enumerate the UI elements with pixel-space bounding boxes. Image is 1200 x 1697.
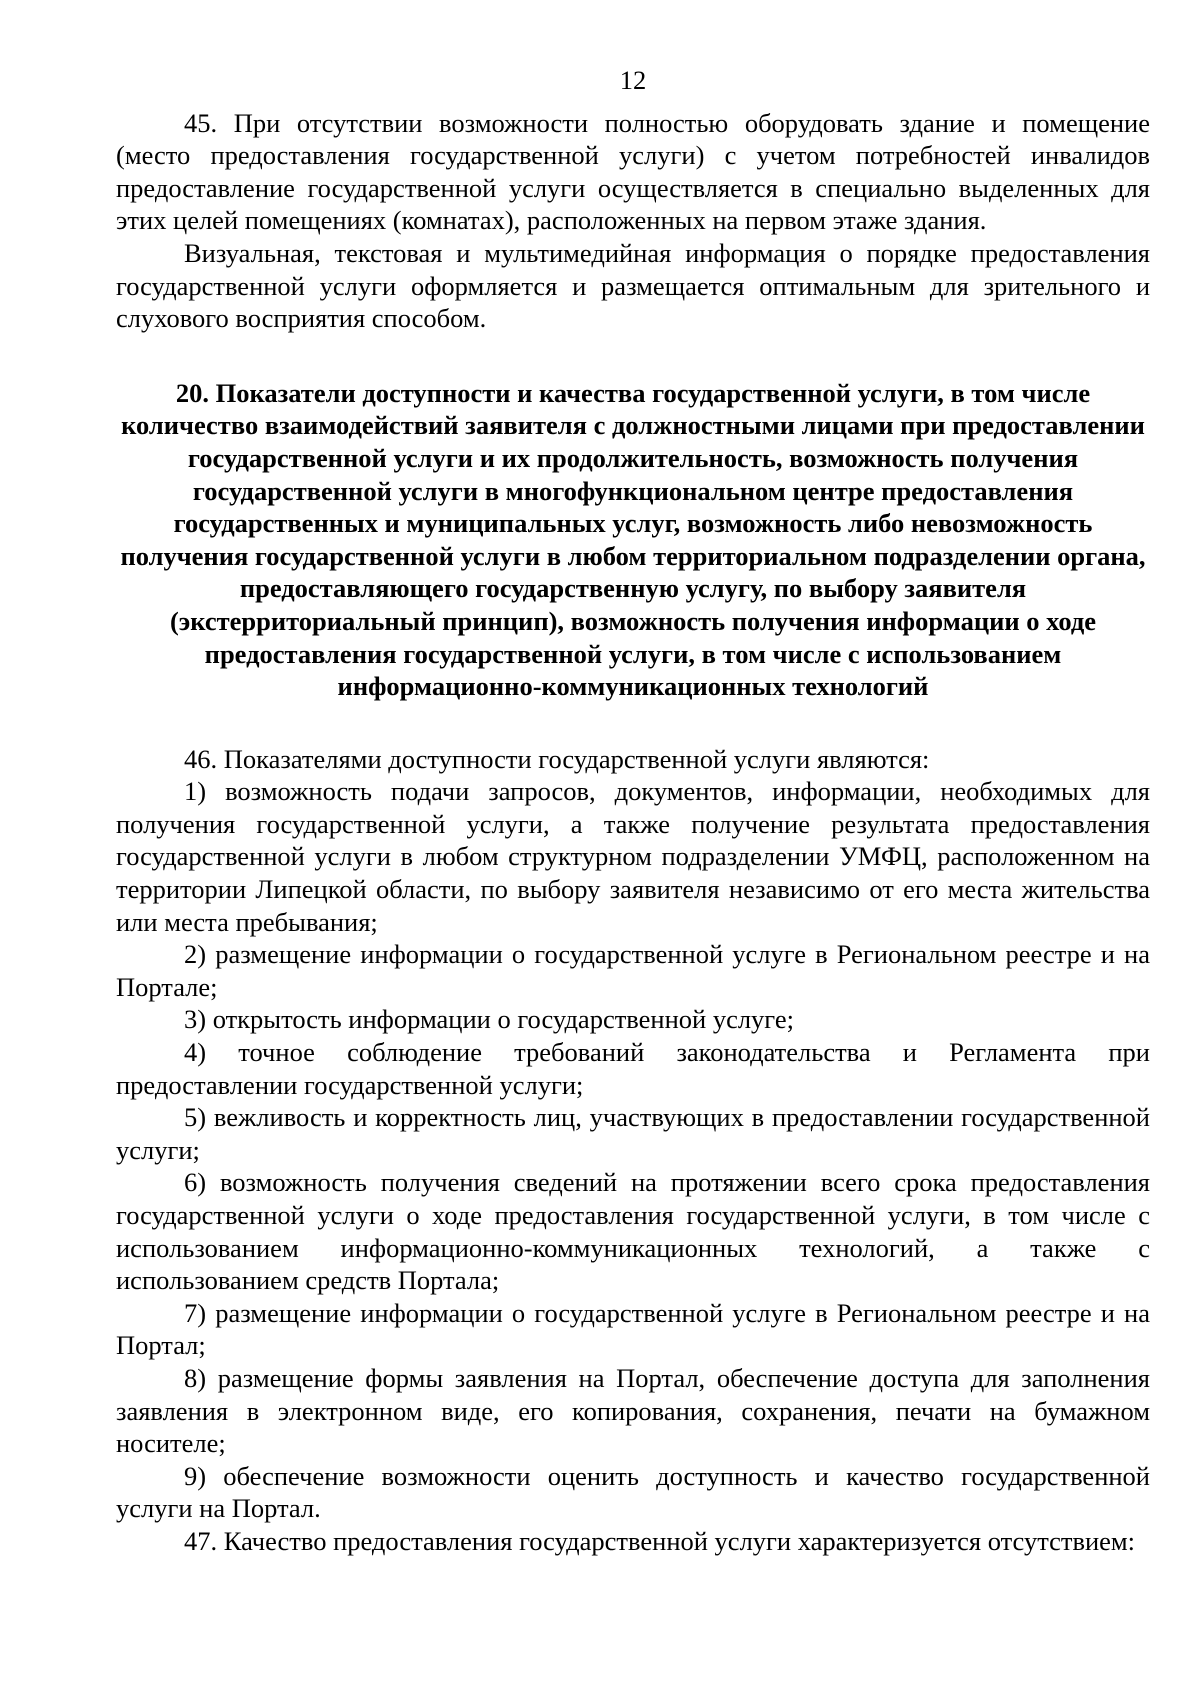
section-heading: 20. Показатели доступности и качества государственной услуги, в том числе количество взаимодействий заявителя с должностными лицами при предоставлении государственной услуги и их продолжительность, возможность получения государственной услуги в многофункциональном центре предоставления государственных и муниципальных услуг, возможность либо невозможность получения государственной услуги в любом территориальном подразделении органа, предоставляющего государственную услугу, по выбору заявителя (экстерриториальный принцип), возможность получения информации о ходе предоставления государственной услуги, в том числе с использованием информационно-коммуникационных технологий xyxy=(120,377,1146,702)
paragraph-visual-info: Визуальная, текстовая и мультимедийная информация о порядке предоставления государственной услуги оформляется и размещается оптимальным для зрительного и слухового восприятия способом. xyxy=(116,237,1150,334)
list-item-1: 1) возможность подачи запросов, документов, информации, необходимых для получения государственной услуги, а также получение результата предоставления государственной услуги в любом структурном подразделении УМФЦ, расположенном на территории Липецкой области, по выбору заявителя независимо от его места жительства или места пребывания; xyxy=(116,776,1150,937)
page-number: 12 xyxy=(619,65,647,95)
bottom-paragraphs xyxy=(116,743,1150,1558)
paragraph-45: 45. При отсутствии возможности полностью оборудовать здание и помещение (место предоставления государственной услуги) с учетом потребностей инвалидов предоставление государственной услуги осуществляется в специально выделенных для этих целей помещениях (комнатах), расположенных на первом этаже здания. xyxy=(116,107,1150,236)
list-item-4: 4) точное соблюдение требований законодательства и Регламента при предоставлении государственной услуги; xyxy=(116,1037,1150,1100)
list-item-6: 6) возможность получения сведений на протяжении всего срока предоставления государственной услуги о ходе предоставления государственной услуги, в том числе с использованием информационно-коммуникационных технологий, а также с использованием средств Портала; xyxy=(116,1167,1150,1296)
paragraph-47: 47. Качество предоставления государственной услуги характеризуется отсутствием: xyxy=(184,1525,1136,1556)
list-item-3: 3) открытость информации о государственной услуге; xyxy=(184,1004,794,1035)
paragraph-46: 46. Показателями доступности государственной услуги являются: xyxy=(184,743,930,774)
top-paragraphs xyxy=(116,107,1150,335)
list-item-7: 7) размещение информации о государственной услуге в Региональном реестре и на Портал; xyxy=(116,1297,1150,1361)
list-item-9: 9) обеспечение возможности оценить доступность и качество государственной услуги на Портал. xyxy=(116,1460,1150,1524)
list-item-5: 5) вежливость и корректность лиц, участвующих в предоставлении государственной услуги; xyxy=(116,1102,1150,1165)
list-item-2: 2) размещение информации о государственной услуге в Региональном реестре и на Портале; xyxy=(116,939,1150,1002)
list-item-8: 8) размещение формы заявления на Портал, обеспечение доступа для заполнения заявления в электронном виде, его копирования, сохранения, печати на бумажном носителе; xyxy=(116,1362,1150,1459)
